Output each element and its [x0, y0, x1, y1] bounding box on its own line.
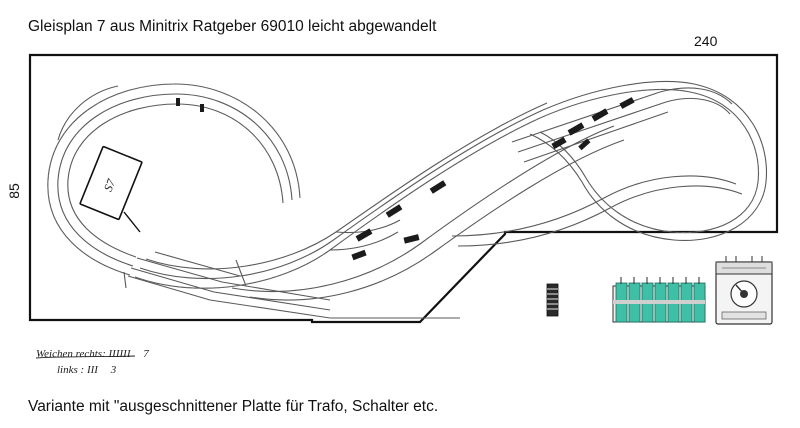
track-lines: [48, 82, 767, 318]
note-turnouts-left-tally: III: [86, 364, 98, 376]
transformer-icon: [716, 256, 772, 324]
note-turnouts-right-text: Weichen rechts:: [36, 348, 106, 360]
page-caption: Variante mit "ausgeschnittener Platte für Trafo, Schalter etc.: [28, 398, 439, 415]
terminal-strip-icon: [547, 284, 558, 316]
signal-box-label: S7: [100, 177, 119, 194]
note-turnouts-left: [57, 364, 116, 376]
note-turnouts-left-text: links :: [57, 364, 85, 376]
note-turnouts-right: [36, 348, 149, 360]
page-title: Gleisplan 7 aus Minitrix Ratgeber 69010 leicht abgewandelt: [28, 18, 437, 35]
note-turnouts-right-tally: IIIIII: [108, 348, 131, 360]
note-turnouts-left-count: 3: [110, 364, 117, 376]
note-turnouts-right-count: 7: [143, 348, 149, 360]
turnout-markers: [176, 97, 635, 260]
dimension-top-label: 240: [694, 33, 718, 49]
dimension-left-label: 85: [5, 183, 22, 199]
switch-panel-icon: [613, 277, 705, 322]
